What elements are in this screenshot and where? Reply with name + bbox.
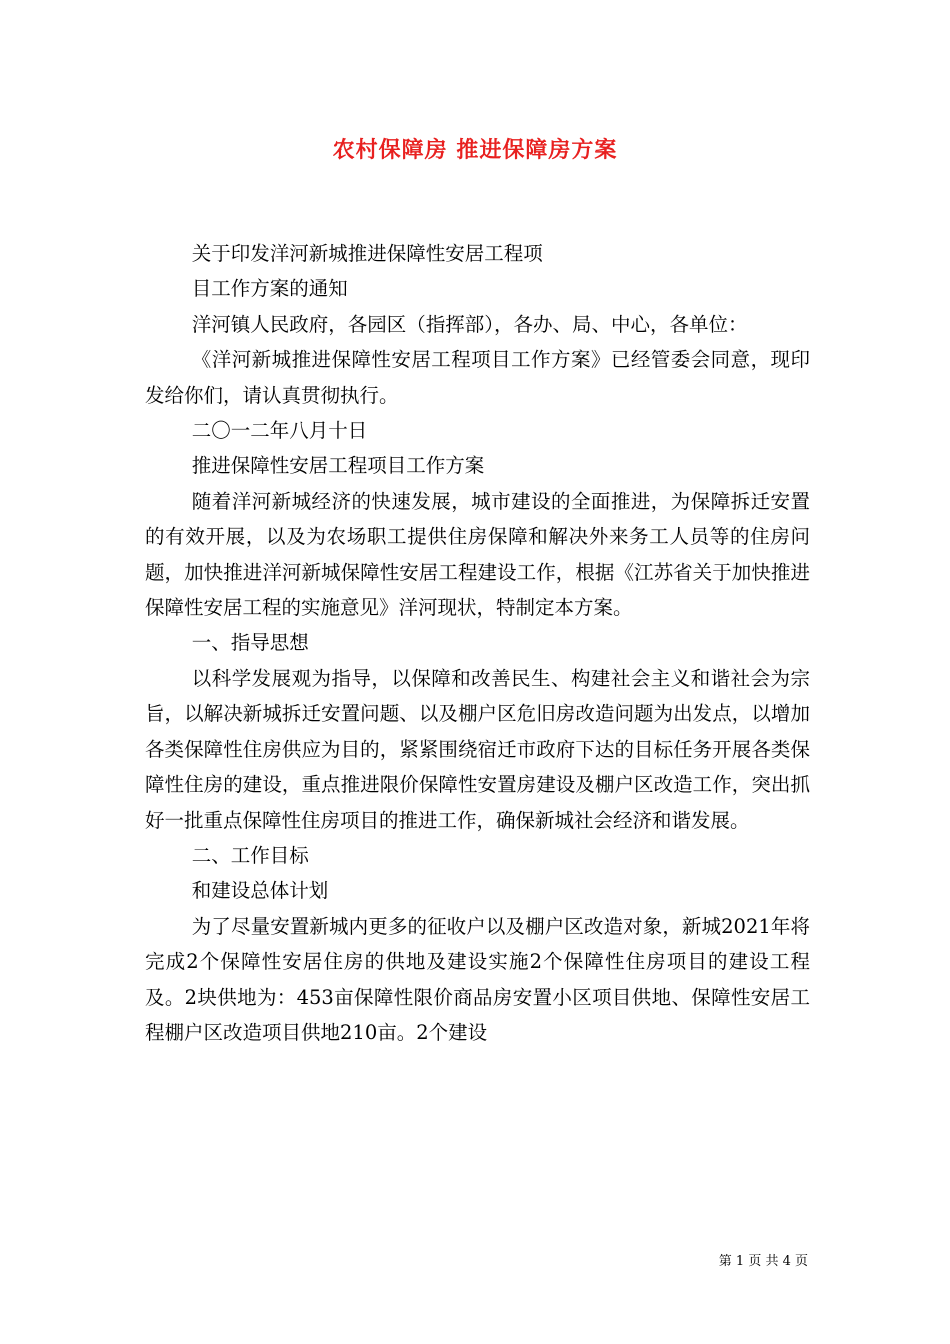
paragraph-guiding-thought: 以科学发展观为指导，以保障和改善民生、构建社会主义和谐社会为宗旨，以解决新城拆迁安置问题、以及棚户区危旧房改造问题为出发点，以增加各类保障性住房供应为目的，紧紧围绕宿迁市政府下达的目标任务开展各类保障性住房的建设，重点推进限价保障性安置房建设及棚户区改造工作，突出抓好一批重点保障性住房项目的推进工作，确保新城社会经济和谐发展。 [145, 666, 810, 832]
page-number-footer: 第 1 页 共 4 页 [718, 1254, 808, 1269]
paragraph-introduction: 随着洋河新城经济的快速发展，城市建设的全面推进，为保障拆迁安置的有效开展，以及为农场职工提供住房保障和解决外来务工人员等的住房问题，加快推进洋河新城保障性安居工程建设工作，根据《江苏省关于加快推进保障性安居工程的实施意见》洋河现状，特制定本方案。 [145, 489, 810, 620]
paragraph-plan-title: 推进保障性安居工程项目工作方案 [191, 454, 485, 478]
section-heading-guiding-thought: 一、指导思想 [191, 631, 309, 655]
section-heading-work-goals: 二、工作目标 [191, 843, 309, 867]
section-subheading-overall-plan: 和建设总体计划 [191, 879, 329, 903]
paragraph-addressee: 洋河镇人民政府，各园区（指挥部），各办、局、中心，各单位： [191, 312, 748, 336]
paragraph-notice-title-2: 目工作方案的通知 [191, 277, 348, 301]
document-title: 农村保障房 推进保障房方案 [332, 137, 618, 163]
paragraph-notice-title-1: 关于印发洋河新城推进保障性安居工程项 [191, 242, 543, 265]
paragraph-notice-body: 《洋河新城推进保障性安居工程项目工作方案》已经管委会同意，现印发给你们，请认真贯彻执行。 [145, 348, 810, 407]
paragraph-overall-plan: 为了尽量安置新城内更多的征收户以及棚户区改造对象，新城2021年将完成2个保障性安居住房的供地及建设实施2个保障性住房项目的建设工程及。2块供地为：453亩保障性限价商品房安置小区项目供地、保障性安居工程棚户区改造项目供地210亩。2个建设 [145, 914, 810, 1044]
paragraph-date: 二〇一二年八月十日 [191, 419, 368, 443]
document-body [145, 236, 810, 1050]
